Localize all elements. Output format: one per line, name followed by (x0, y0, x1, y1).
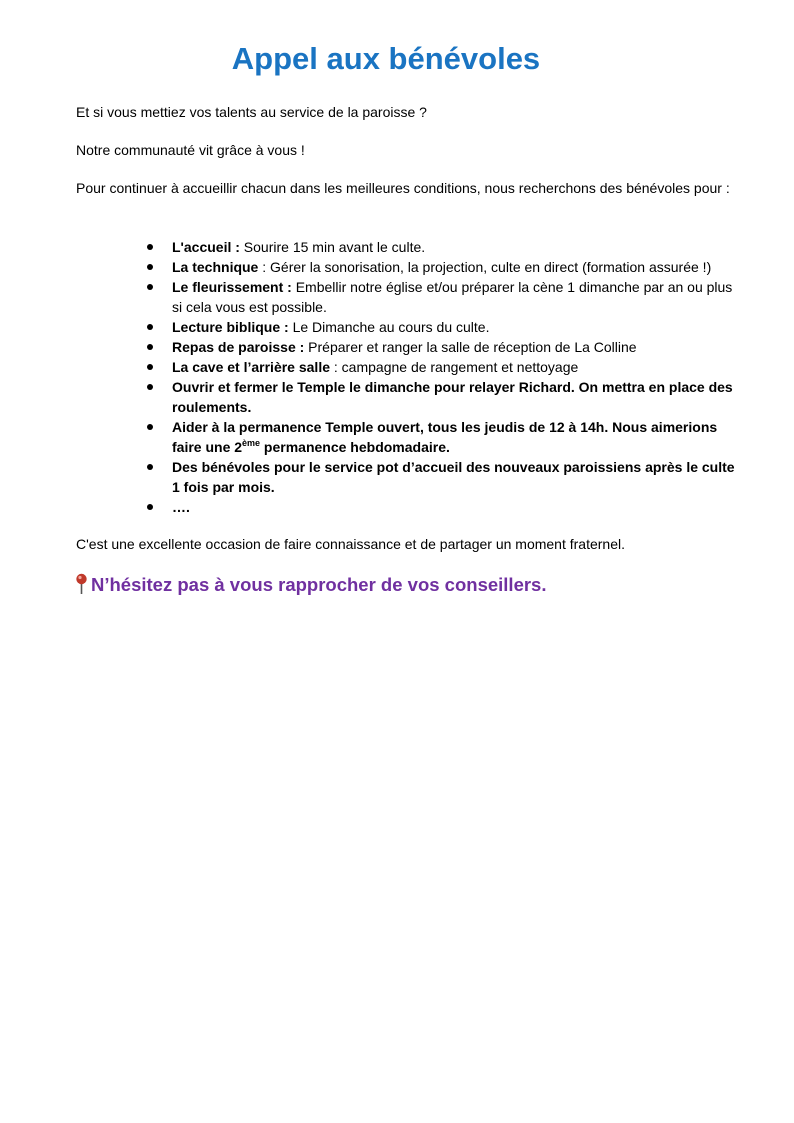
task-label: La cave et l’arrière salle (172, 359, 330, 375)
callout-text: N’hésitez pas à vous rapprocher de vos conseillers. (91, 574, 547, 595)
task-label-start: Aider à la permanence Temple ouvert, tous les jeudis de 12 à 14h. Nous aimerions faire une 2 (172, 419, 718, 455)
volunteer-task-list (172, 237, 742, 517)
bullet-icon (147, 384, 153, 390)
bullet-icon (147, 464, 153, 470)
task-text: : Gérer la sonorisation, la projection, culte en direct (formation assurée !) (258, 259, 712, 275)
list-item (172, 417, 742, 457)
task-label: Lecture biblique : (172, 319, 289, 335)
task-text: Embellir notre église et/ou préparer la cène 1 dimanche par an ou plus si cela vous est possible. (172, 279, 733, 315)
list-item (172, 257, 742, 277)
intro-line-3: Pour continuer à accueillir chacun dans les meilleures conditions, nous recherchons des bénévoles pour : (76, 180, 730, 196)
bullet-icon (147, 264, 153, 270)
task-label: L'accueil : (172, 239, 240, 255)
intro-line-2: Notre communauté vit grâce à vous ! (76, 142, 305, 158)
pushpin-icon (75, 573, 88, 595)
list-item (172, 357, 742, 377)
bullet-icon (147, 364, 153, 370)
list-item (172, 377, 742, 417)
bullet-icon (147, 284, 153, 290)
task-label: La technique (172, 259, 259, 275)
task-label: …. (172, 499, 190, 515)
bullet-icon (147, 324, 153, 330)
page-title: Appel aux bénévoles (231, 41, 541, 76)
bullet-icon (147, 504, 153, 510)
list-item (172, 337, 742, 357)
task-label (172, 419, 717, 455)
closing-paragraph: C'est une excellente occasion de faire connaissance et de partager un moment fraternel. (76, 536, 625, 552)
task-label: Des bénévoles pour le service pot d’accueil des nouveaux paroissiens après le culte 1 fois par mois. (172, 459, 735, 495)
list-item (172, 497, 742, 517)
bullet-icon (147, 344, 153, 350)
list-item (172, 317, 742, 337)
task-label: Le fleurissement : (172, 279, 292, 295)
task-label: Ouvrir et fermer le Temple le dimanche pour relayer Richard. On mettra en place des roulements. (172, 379, 733, 415)
list-item (172, 457, 742, 497)
bullet-icon (147, 424, 153, 430)
task-label: Repas de paroisse : (172, 339, 305, 355)
intro-line-1: Et si vous mettiez vos talents au service de la paroisse ? (76, 104, 427, 120)
list-item (172, 277, 742, 317)
list-item (172, 237, 742, 257)
task-text: Préparer et ranger la salle de réception de La Colline (304, 339, 637, 355)
task-text: Le Dimanche au cours du culte. (288, 319, 490, 335)
task-label-superscript: ème (242, 438, 261, 448)
task-text: Sourire 15 min avant le culte. (239, 239, 426, 255)
contact-callout (75, 573, 755, 597)
bullet-icon (147, 244, 153, 250)
task-label-end: permanence hebdomadaire. (260, 439, 450, 455)
task-text: : campagne de rangement et nettoyage (330, 359, 579, 375)
